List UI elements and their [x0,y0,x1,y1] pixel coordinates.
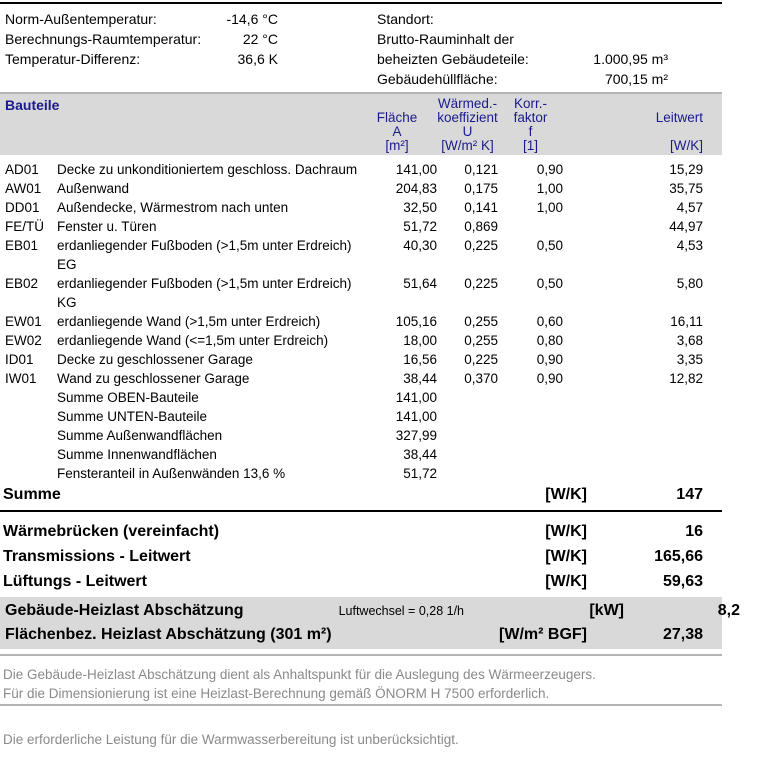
table-row [0,464,722,483]
info-row [377,69,668,89]
subtotal-label: Summe Außenwandflächen [57,428,223,443]
component-description: erdanliegende Wand (>1,5m unter Erdreich) [57,314,321,329]
table-row [0,160,722,179]
component-code [5,407,57,426]
f-value: 0,90 [536,352,563,367]
leitwert-value: 16,11 [670,314,703,329]
general-info-section [0,4,722,92]
total-label: Wärmebrücken (vereinfacht) [3,523,220,540]
table-row [0,331,722,350]
area-value: 40,30 [403,238,437,253]
components-table-body [0,155,722,483]
table-row [0,350,722,369]
info-row [5,9,278,29]
divider [0,704,722,706]
leitwert-value: 3,35 [676,352,703,367]
divider [0,654,722,656]
area-value: 51,64 [403,276,437,291]
component-description: Wand zu geschlossener Garage [57,371,250,386]
area-value: 141,00 [395,409,437,424]
table-row [0,179,722,198]
subtotal-label: Fensteranteil in Außenwänden 13,6 % [57,466,286,481]
column-header-u: Wärmed.- koeffizient U [W/m² K] [437,96,498,153]
column-header-leitwert: Leitwert [W/K] [655,110,703,153]
component-code [5,426,57,445]
area-value: 204,83 [395,181,437,196]
component-code: EW01 [5,314,42,329]
info-row [377,29,668,49]
footnote-block [0,665,722,703]
footnote-line: Die Gebäude-Heizlast Abschätzung dient als Anhaltspunkt für die Auslegung des Wärmeerzeugers. [3,667,596,682]
info-label: Brutto-Rauminhalt der [377,31,514,47]
leitwert-value: 3,68 [676,333,703,348]
u-value: 0,141 [464,200,498,215]
subtotal-label: Summe Innenwandflächen [57,447,217,462]
f-value: 0,50 [536,276,563,291]
transmissions-leitwert-row [0,544,722,569]
table-header [0,94,722,155]
u-value: 0,175 [464,181,498,196]
component-code: EW02 [5,333,42,348]
u-value: 0,225 [464,238,498,253]
building-info [377,9,668,89]
info-label: beheizten Gebäudeteile: [377,51,529,67]
area-value: 32,50 [403,200,437,215]
component-description: Außendecke, Wärmestrom nach unten [57,200,289,215]
info-value: 36,6 K [237,51,278,67]
area-value: 327,99 [395,428,437,443]
subtotal-label: Summe UNTEN-Bauteile [57,409,208,424]
total-value: 16 [685,523,703,540]
heizlast-report-page [0,2,740,749]
area-value: 16,56 [403,352,437,367]
component-code: EB01 [5,238,39,253]
table-row [0,198,722,217]
component-code [5,388,57,407]
area-value: 141,00 [395,162,438,177]
component-description-line2: EG [57,257,77,272]
leitwert-value: 35,75 [669,181,703,196]
info-row [5,49,278,69]
leitwert-value: 44,97 [669,219,703,234]
component-description: erdanliegender Fußboden (>1,5m unter Erdreich) KG [57,274,357,312]
table-row [0,369,722,388]
component-description: Fenster u. Türen [57,219,157,234]
area-value: 38,44 [403,371,437,386]
component-code: AD01 [5,162,39,177]
info-label: Norm-Außentemperatur: [5,11,157,27]
f-value: 1,00 [536,200,563,215]
info-value: -14,6 °C [226,11,278,27]
footnote-line: Die erforderliche Leistung für die Warmwasserbereitung ist unberücksichtigt. [3,732,459,747]
leitwert-value: 15,29 [669,162,704,177]
totals-section [0,512,722,594]
f-value: 0,50 [536,238,563,253]
f-value: 0,80 [536,333,563,348]
total-unit: [W/K] [545,548,587,565]
table-row [0,312,722,331]
highlight-unit: [W/m² BGF] [499,626,587,643]
u-value: 0,255 [464,333,498,348]
component-code [5,464,57,483]
u-value: 0,869 [464,219,498,234]
summe-row [0,484,722,506]
table-row [0,388,722,407]
table-row [0,426,722,445]
component-description: erdanliegende Wand (<=1,5m unter Erdreich) [57,333,329,348]
area-value: 141,00 [395,390,437,405]
total-label: Lüftungs - Leitwert [3,573,147,590]
f-value [498,217,563,236]
info-row [377,9,668,29]
column-header-f: Korr.- faktor f [1] [513,96,548,153]
component-description: Decke zu geschlossener Garage [57,352,253,367]
total-value: 165,66 [654,548,703,565]
area-value: 18,00 [403,333,437,348]
subtotal-label: Summe OBEN-Bauteile [57,390,199,405]
waermebruecken-row [0,519,722,544]
u-value: 0,370 [464,371,498,386]
footnote-line: Für die Dimensionierung ist eine Heizlast-Berechnung gemäß ÖNORM H 7500 erforderlich. [3,686,550,701]
highlight-value: 8,2 [717,602,740,619]
component-code: ID01 [5,352,34,367]
f-value: 0,90 [536,371,563,386]
lueftungs-leitwert-row [0,569,722,594]
table-title: Bauteile [5,97,60,113]
component-description: Decke zu unkonditioniertem geschloss. Dachraum [57,162,358,177]
flaechenbez-heizlast-row [0,623,722,647]
area-value: 51,72 [403,219,437,234]
gebaeude-heizlast-row [0,599,740,623]
total-label: Transmissions - Leitwert [3,548,191,565]
component-code: IW01 [5,371,37,386]
highlight-label: Flächenbez. Heizlast Abschätzung (301 m²) [5,626,332,643]
component-description: erdanliegender Fußboden (>1,5m unter Erdreich) EG [57,236,357,274]
leitwert-value: 4,53 [676,238,703,253]
info-label: Berechnungs-Raumtemperatur: [5,31,202,47]
u-value: 0,225 [464,276,498,291]
f-value: 1,00 [536,181,563,196]
luftwechsel-note: Luftwechsel = 0,28 1/h [338,604,464,618]
highlight-unit: [kW] [589,602,624,619]
component-code: AW01 [5,181,42,196]
summe-label: Summe [3,486,61,503]
f-value: 0,60 [536,314,563,329]
info-row [5,29,278,49]
info-value: 22 °C [242,31,278,47]
column-header-flaeche: Fläche A [m²] [376,110,418,153]
highlight-value: 27,38 [662,626,703,643]
table-row [0,217,722,236]
table-row [0,407,722,426]
temperature-info [0,9,377,89]
leitwert-value: 5,80 [676,276,703,291]
leitwert-value: 4,57 [676,200,703,215]
total-unit: [W/K] [545,523,587,540]
component-description: Außenwand [57,181,130,196]
u-value: 0,255 [464,314,498,329]
highlight-label: Gebäude-Heizlast Abschätzung [5,602,244,619]
table-row [0,445,722,464]
heizlast-highlight-section [0,597,740,649]
component-code: EB02 [5,276,39,291]
component-code [5,445,57,464]
u-value: 0,225 [464,352,498,367]
f-value: 0,90 [536,162,564,177]
area-value: 105,16 [395,314,437,329]
info-label: Temperatur-Differenz: [5,51,141,67]
area-value: 51,72 [403,466,437,481]
component-code: DD01 [5,200,40,215]
summe-unit: [W/K] [545,486,587,503]
info-value: 1.000,95 m³ [593,51,668,67]
info-row [377,49,668,69]
area-value: 38,44 [403,447,437,462]
component-description-line2: KG [57,295,77,310]
table-row [0,236,722,274]
table-row [0,274,722,312]
component-code: FE/TÜ [5,219,44,234]
info-label: Gebäudehüllfläche: [377,71,498,87]
info-label: Standort: [377,11,434,27]
total-unit: [W/K] [545,573,587,590]
total-value: 59,63 [662,573,703,590]
leitwert-value: 12,82 [669,371,703,386]
u-value: 0,121 [464,162,499,177]
info-value: 700,15 m² [604,71,668,87]
summe-value: 147 [676,486,703,503]
